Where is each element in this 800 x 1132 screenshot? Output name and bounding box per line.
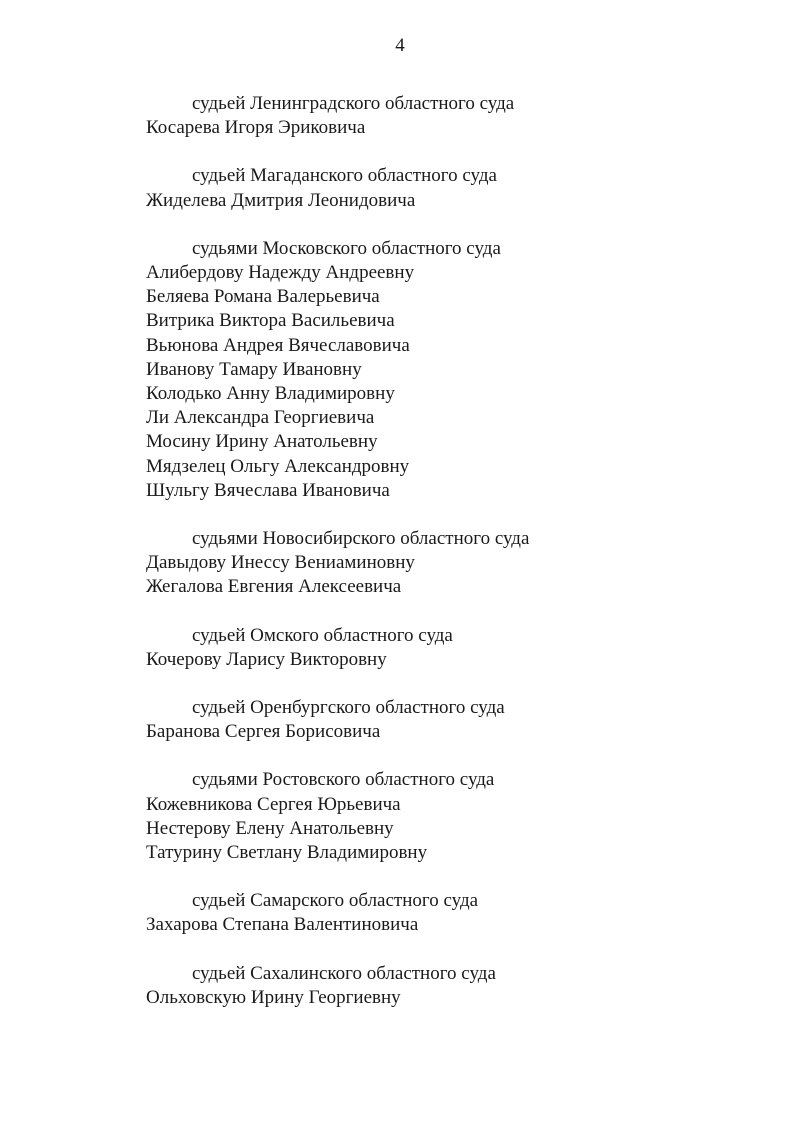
judge-name: Косарева Игоря Эриковича xyxy=(146,117,366,139)
judge-name: Мядзелец Ольгу Александровну xyxy=(146,455,410,477)
judge-name: Колодько Анну Владимировну xyxy=(146,383,395,405)
court-heading: судьями Ростовского областного суда xyxy=(192,769,495,791)
court-heading: судьей Самарского областного суда xyxy=(192,890,479,912)
judge-name: Жиделева Дмитрия Леонидовича xyxy=(146,189,416,211)
judge-name: Алибердову Надежду Андреевну xyxy=(146,262,415,284)
court-heading: судьей Омского областного суда xyxy=(192,624,453,646)
judge-name: Вьюнова Андрея Вячеславовича xyxy=(146,334,410,356)
judge-name: Жегалова Евгения Алексеевича xyxy=(146,576,402,598)
appointment-list xyxy=(146,92,746,1034)
judge-name: Захарова Степана Валентиновича xyxy=(146,914,419,936)
judge-name: Давыдову Инессу Вениаминовну xyxy=(146,552,415,574)
judge-name: Витрика Виктора Васильевича xyxy=(146,310,395,332)
judge-name: Кочерову Ларису Викторовну xyxy=(146,648,387,670)
court-heading: судьями Новосибирского областного суда xyxy=(192,528,530,550)
judge-name: Татурину Светлану Владимировну xyxy=(146,842,428,864)
court-heading: судьей Сахалинского областного суда xyxy=(192,962,496,984)
judge-name: Шульгу Вячеслава Ивановича xyxy=(146,479,390,501)
court-section xyxy=(146,696,746,744)
court-section xyxy=(146,92,746,140)
judge-name: Беляева Романа Валерьевича xyxy=(146,286,380,308)
judge-name: Ли Александра Георгиевича xyxy=(146,407,375,429)
court-section xyxy=(146,768,746,865)
court-heading: судьей Оренбургского областного суда xyxy=(192,697,505,719)
court-section xyxy=(146,164,746,212)
court-section xyxy=(146,624,746,672)
court-heading: судьями Московского областного суда xyxy=(192,237,501,259)
court-heading: судьей Ленинградского областного суда xyxy=(192,93,515,114)
judge-name: Баранова Сергея Борисовича xyxy=(146,721,381,743)
judge-name: Ольховскую Ирину Георгиевну xyxy=(146,986,401,1008)
court-heading: судьей Магаданского областного суда xyxy=(192,165,497,187)
judge-name: Иванову Тамару Ивановну xyxy=(146,358,362,380)
court-section xyxy=(146,527,746,600)
judge-name: Кожевникова Сергея Юрьевича xyxy=(146,793,401,815)
court-section xyxy=(146,962,746,1010)
judge-name: Нестерову Елену Анатольевну xyxy=(146,817,394,839)
court-section xyxy=(146,237,746,503)
court-section xyxy=(146,889,746,937)
page-number: 4 xyxy=(395,35,405,56)
judge-name: Мосину Ирину Анатольевну xyxy=(146,431,378,453)
